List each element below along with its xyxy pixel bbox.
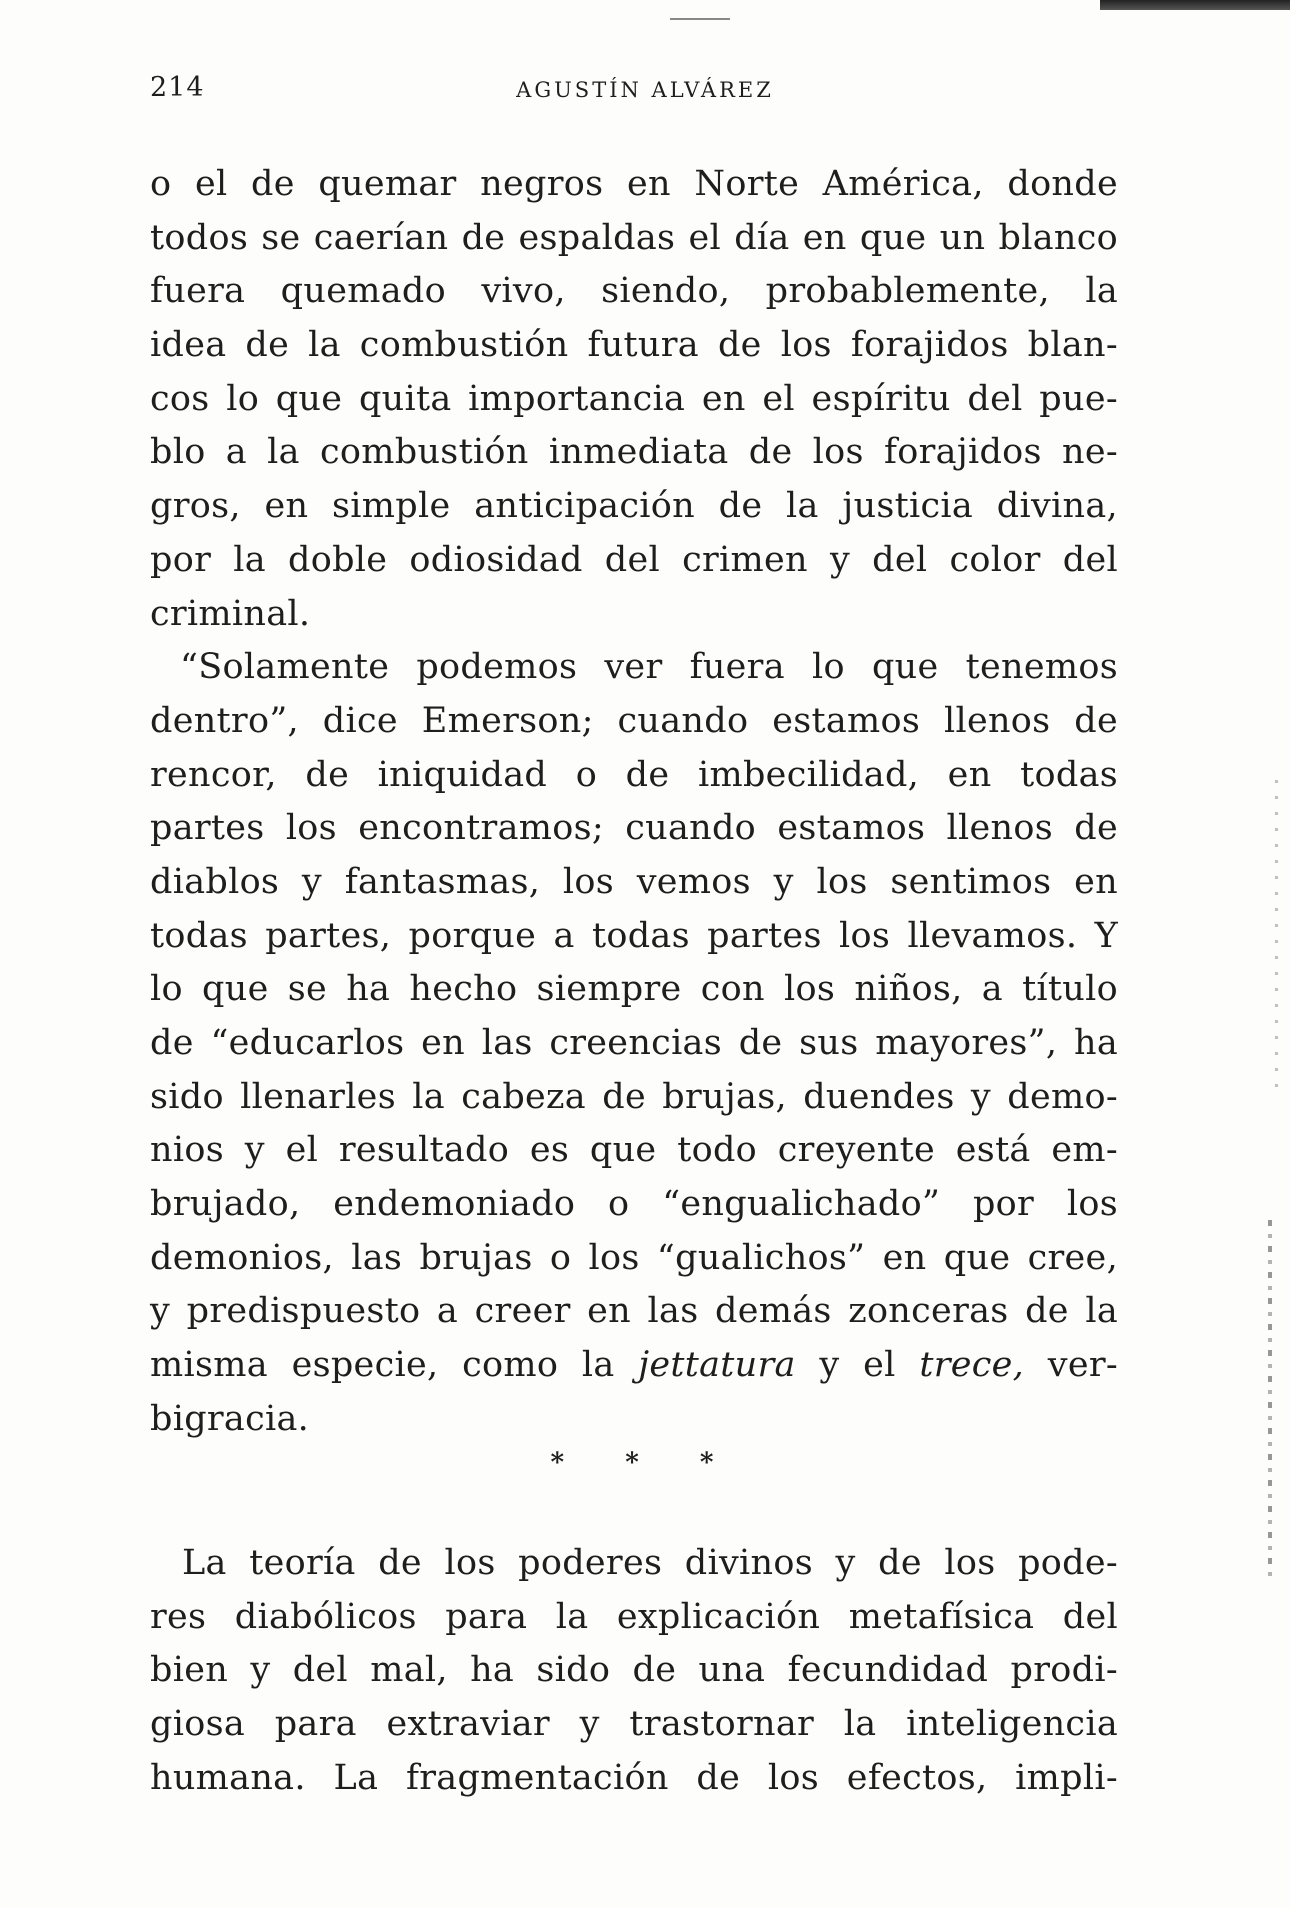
body-text [150,1537,1118,1805]
text-line: giosa para extraviar y trastornar la inteligencia [150,1704,1118,1745]
scan-artifact [1268,1220,1272,1580]
running-head: AGUSTÍN ALVÁREZ [516,78,774,102]
text-line: diablos y fantasmas, los vemos y los sentimos en [150,861,1118,902]
text-line: partes los encontramos; cuando estamos llenos de [150,808,1118,849]
text-line: demonios, las brujas o los “gualichos” en que cree, [150,1237,1118,1278]
italic-term: jettatura [638,1345,796,1386]
text-line: blo a la combustión inmediata de los forajidos ne- [150,432,1118,473]
scan-artifact [1100,0,1290,10]
text-fragment: misma especie, como la [150,1345,639,1386]
text-line: idea de la combustión futura de los forajidos blan- [150,325,1118,366]
scan-artifact [1275,780,1278,1100]
text-line: res diabólicos para la explicación metafísica del [150,1596,1118,1637]
page-number: 214 [150,72,205,103]
text-line: bigracia. [150,1398,310,1439]
text-line: gros, en simple anticipación de la justicia divina, [150,486,1118,527]
text-line: La teoría de los poderes divinos y de los pode- [182,1543,1118,1583]
text-fragment: ver- [1024,1345,1118,1386]
text-line: y predispuesto a creer en las demás zonceras de la [150,1291,1118,1332]
text-line: humana. La fragmentación de los efectos, impli- [150,1757,1118,1798]
text-line: bien y del mal, ha sido de una fecundidad prodi- [150,1650,1118,1691]
text-line: rencor, de iniquidad o de imbecilidad, en todas [150,754,1118,795]
page-header [150,72,1140,112]
text-fragment: y el [795,1345,920,1386]
text-line: criminal. [150,593,311,634]
text-line: lo que se ha hecho siempre con los niños, a título [150,969,1118,1010]
text-line: todas partes, porque a todas partes los llevamos. Y [150,915,1118,956]
text-line: brujado, endemoniado o “engualichado” por los [150,1184,1118,1225]
text-line: sido llenarles la cabeza de brujas, duendes y demo- [150,1076,1118,1117]
text-line [150,1339,1118,1393]
text-line: todos se caerían de espaldas el día en que un blanco [150,217,1118,258]
text-line: cos lo que quita importancia en el espíritu del pue- [150,378,1118,419]
text-line: o el de quemar negros en Norte América, donde [150,164,1118,204]
section-divider: * * * [550,1448,740,1478]
italic-term: trece, [919,1345,1025,1386]
body-text [150,158,1118,1447]
text-line: por la doble odiosidad del crimen y del color del [150,539,1118,580]
text-line: “Solamente podemos ver fuera lo que tenemos [180,647,1118,688]
text-line: de “educarlos en las creencias de sus mayores”, ha [150,1023,1118,1063]
text-line: nios y el resultado es que todo creyente está em- [150,1130,1118,1171]
text-line: fuera quemado vivo, siendo, probablemente, la [150,271,1118,312]
text-line: dentro”, dice Emerson; cuando estamos llenos de [150,700,1118,741]
scan-artifact [670,18,730,20]
